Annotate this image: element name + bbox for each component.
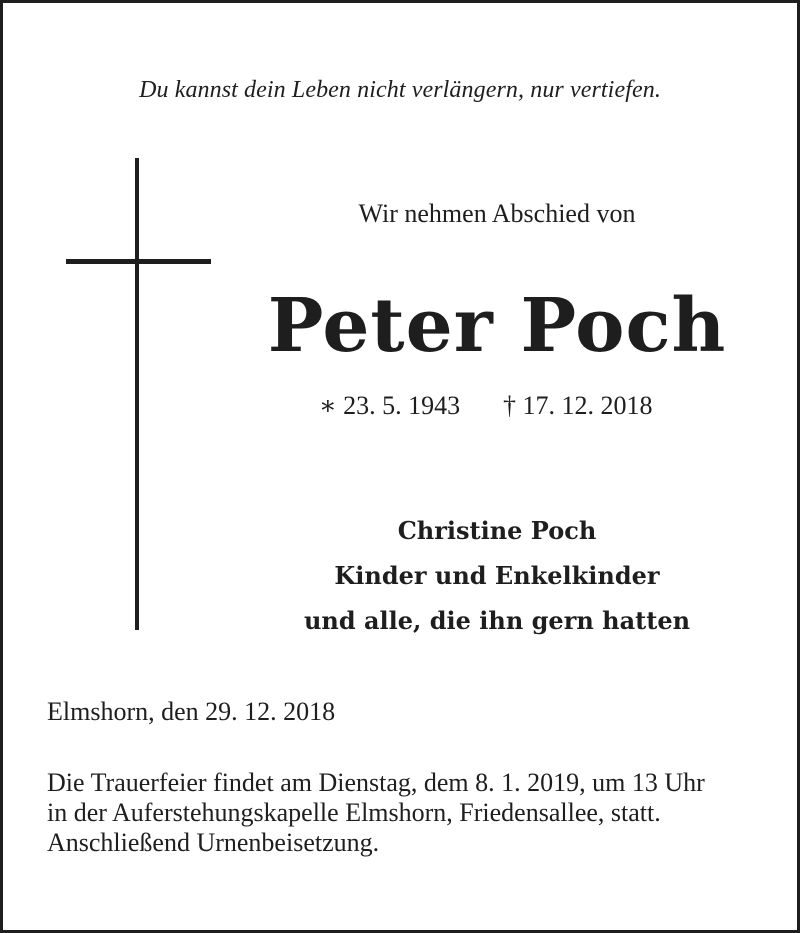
mourners-list (273, 508, 721, 643)
ceremony-line: Anschließend Urnenbeisetzung. (47, 828, 380, 857)
mourner-line: Christine Poch (397, 516, 597, 545)
cross-horizontal-bar (66, 259, 211, 264)
deceased-name: Peter Poch (267, 283, 727, 369)
mourner-line: und alle, die ihn gern hatten (303, 606, 691, 635)
farewell-intro: Wir nehmen Abschied von (358, 199, 636, 228)
birth-date: ∗ 23. 5. 1943 (319, 391, 461, 420)
ceremony-line: Die Trauerfeier findet am Dienstag, dem 8. 1. 2019, um 13 Uhr (47, 768, 705, 797)
death-date: † 17. 12. 2018 (503, 391, 653, 420)
place-and-date: Elmshorn, den 29. 12. 2018 (47, 697, 336, 726)
funeral-service-info (47, 768, 767, 858)
motto-quote: Du kannst dein Leben nicht verlängern, nur vertiefen. (139, 77, 661, 103)
cross-vertical-bar (135, 158, 139, 630)
ceremony-line: in der Auferstehungskapelle Elmshorn, Friedensallee, statt. (47, 798, 661, 827)
mourner-line: Kinder und Enkelkinder (334, 561, 660, 590)
